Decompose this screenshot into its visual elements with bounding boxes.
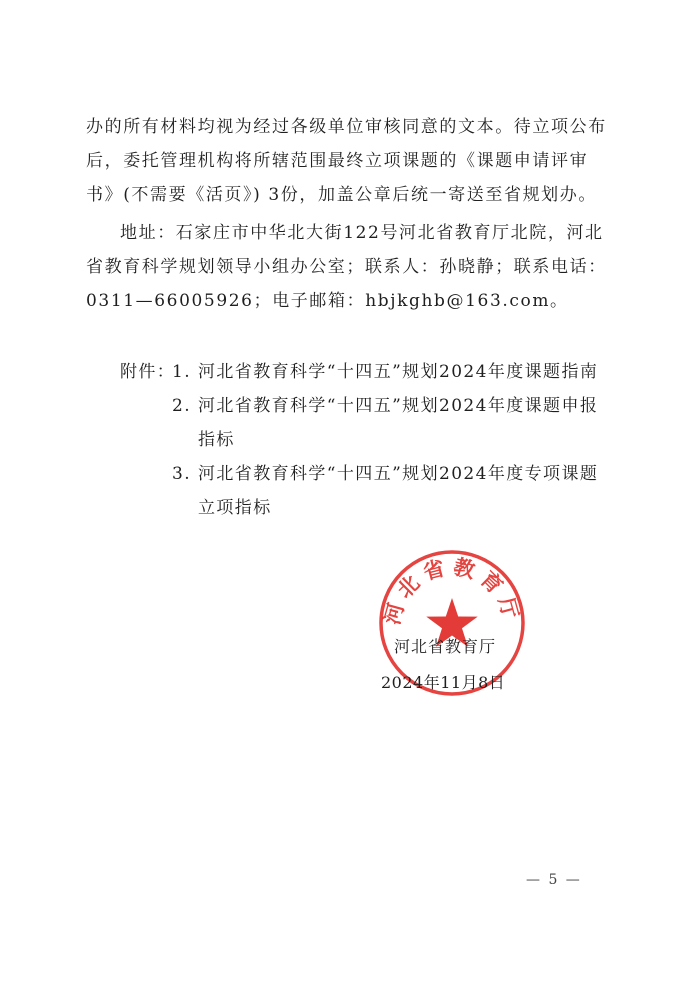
attachment-title: 河北省教育科学“十四五”规划2024年度课题申报指标: [198, 396, 599, 450]
attachments-list: [120, 355, 610, 525]
attachments-label: 附件：: [120, 362, 176, 382]
text-line: 办的所有材料均视为经过各级单位审核同意的文本。待立项公布: [86, 117, 607, 137]
issue-date: 2024年11月8日: [381, 673, 506, 692]
attachment-item-1: [120, 355, 610, 389]
paragraph-contact: [86, 216, 608, 318]
text-line: 后，委托管理机构将所辖范围最终立项课题的《课题申请评审: [86, 151, 589, 171]
issuer-name: 河北省教育厅: [394, 637, 497, 656]
text-line: 地址：石家庄市中华北大街122号河北省教育厅北院，河北: [120, 223, 604, 243]
paragraph-submission: [86, 110, 608, 212]
attachment-number: 2.: [172, 396, 192, 416]
attachment-item-3: [172, 457, 610, 525]
attachment-item-2: [172, 389, 610, 457]
seal-text: 河北省教育厅: [379, 554, 525, 628]
attachment-title: 河北省教育科学“十四五”规划2024年度课题指南: [198, 362, 599, 382]
attachment-title: 河北省教育科学“十四五”规划2024年度专项课题立项指标: [198, 464, 599, 518]
page-number: — 5 —: [526, 872, 582, 888]
text-line: 0311—66005926；电子邮箱：hbjkghb@163.com。: [86, 291, 569, 311]
text-line: 书》(不需要《活页》) 3份，加盖公章后统一寄送至省规划办。: [86, 185, 597, 205]
attachment-number: 1.: [172, 362, 192, 382]
text-line: 省教育科学规划领导小组办公室；联系人：孙晓静；联系电话：: [86, 257, 607, 277]
attachment-number: 3.: [172, 464, 192, 484]
